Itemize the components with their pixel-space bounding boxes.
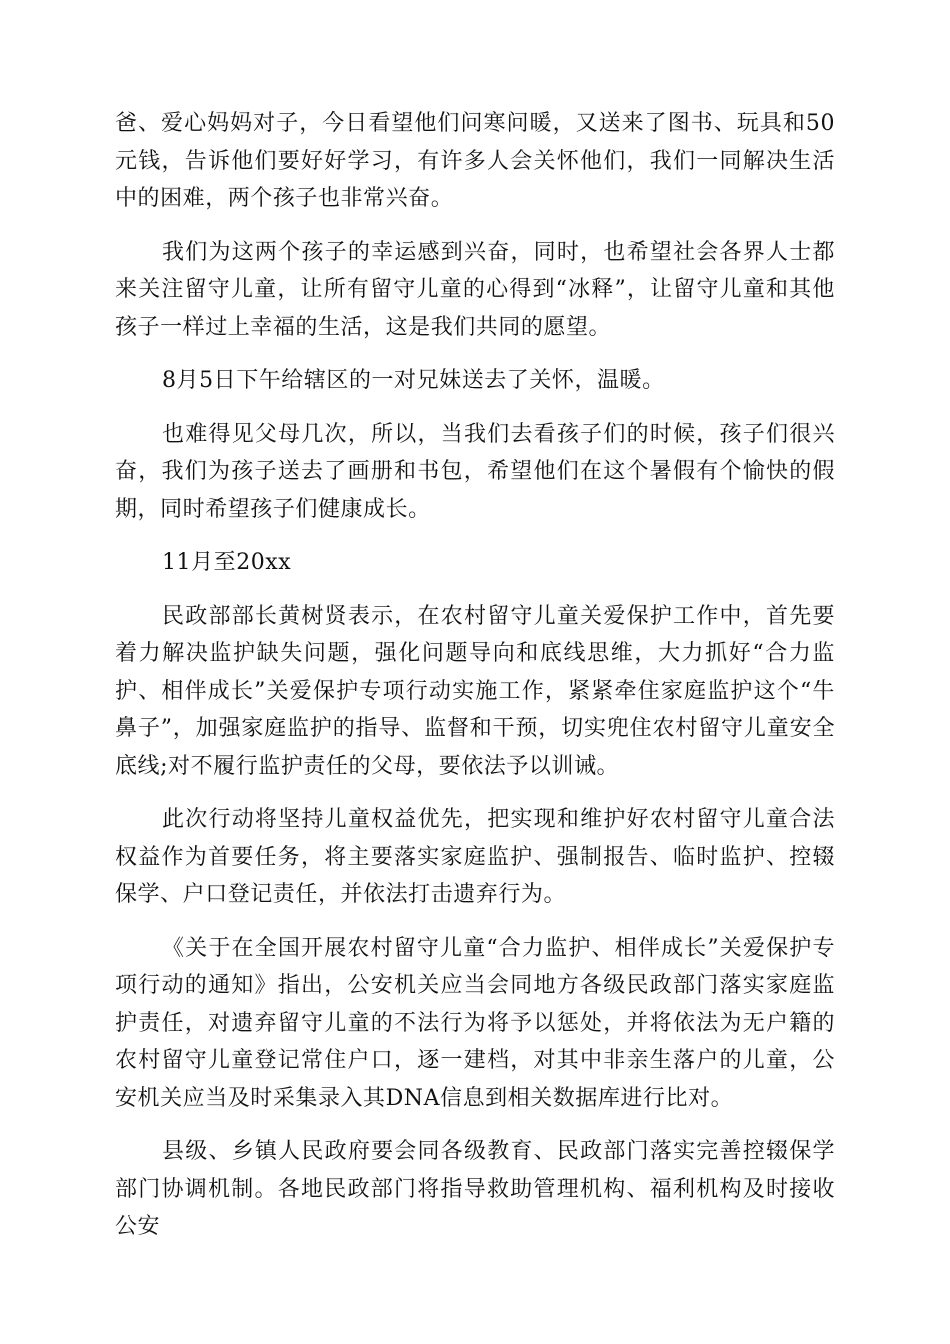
paragraph-5: 11月至20xx <box>162 550 292 575</box>
paragraph-2: 我们为这两个孩子的幸运感到兴奋，同时，也希望社会各界人士都来关注留守儿童，让所有留守儿童的心得到“冰释”，让留守儿童和其他孩子一样过上幸福的生活，这是我们共同的愿望。 <box>115 239 835 340</box>
paragraph-9: 县级、乡镇人民政府要会同各级教育、民政部门落实完善控辍保学部门协调机制。各地民政部门将指导救助管理机构、福利机构及时接收公安 <box>115 1139 835 1239</box>
paragraph-4: 也难得见父母几次，所以，当我们去看孩子们的时候，孩子们很兴奋，我们为孩子送去了画册和书包，希望他们在这个暑假有个愉快的假期，同时希望孩子们健康成长。 <box>115 421 835 522</box>
paragraph-6: 民政部部长黄树贤表示，在农村留守儿童关爱保护工作中，首先要着力解决监护缺失问题，强化问题导向和底线思维，大力抓好“合力监护、相伴成长”关爱保护专项行动实施工作，紧紧牵住家庭监护这个“牛鼻子”，加强家庭监护的指导、监督和干预，切实兜住农村留守儿童安全底线;对不履行监护责任的父母，要依法予以训诫。 <box>115 603 835 779</box>
paragraph-1: 爸、爱心妈妈对子，今日看望他们问寒问暖，又送来了图书、玩具和50元钱，告诉他们要好好学习，有许多人会关怀他们，我们一同解决生活中的困难，两个孩子也非常兴奋。 <box>115 111 835 211</box>
paragraph-7: 此次行动将坚持儿童权益优先，把实现和维护好农村留守儿童合法权益作为首要任务，将主要落实家庭监护、强制报告、临时监护、控辍保学、户口登记责任，并依法打击遗弃行为。 <box>115 807 835 907</box>
paragraph-8: 《关于在全国开展农村留守儿童“合力监护、相伴成长”关爱保护专项行动的通知》指出，公安机关应当会同地方各级民政部门落实家庭监护责任，对遗弃留守儿童的不法行为将予以惩处，并将依法为无户籍的农村留守儿童登记常住户口，逐一建档，对其中非亲生落户的儿童，公安机关应当及时采集录入其DNA信息到相关数据库进行比对。 <box>115 935 835 1111</box>
document-page <box>115 105 835 1262</box>
paragraph-3: 8月5日下午给辖区的一对兄妹送去了关怀，温暖。 <box>162 368 665 393</box>
